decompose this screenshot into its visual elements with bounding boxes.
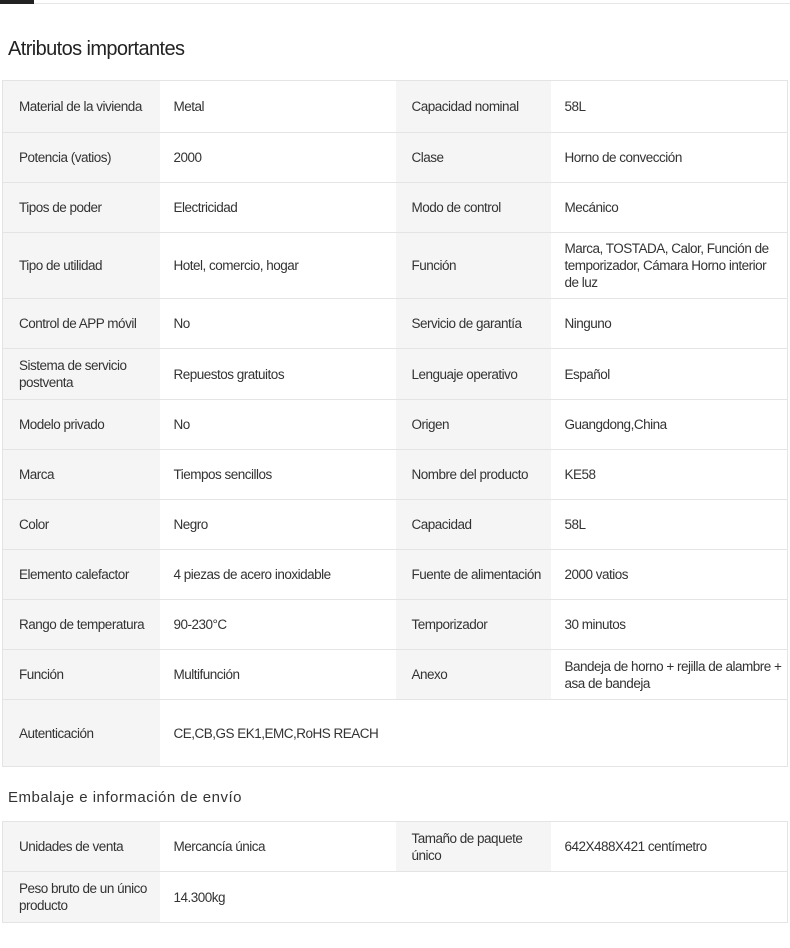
attribute-label: Autenticación [3, 700, 160, 767]
attributes-table [2, 80, 788, 767]
attribute-label: Peso bruto de un único producto [3, 872, 160, 923]
active-tab-indicator [0, 0, 34, 4]
table-row [3, 872, 788, 923]
attribute-value: Mecánico [551, 183, 788, 233]
attribute-value: 90-230°C [160, 600, 396, 650]
attribute-value: Hotel, comercio, hogar [160, 233, 396, 299]
table-row [3, 400, 788, 450]
attribute-value: KE58 [551, 450, 788, 500]
attribute-value: Marca, TOSTADA, Calor, Función de temporizador, Cámara Horno interior de luz [551, 233, 788, 299]
attribute-label: Fuente de alimentación [396, 550, 551, 600]
table-row [3, 299, 788, 349]
attributes-title: Atributos importantes [8, 38, 185, 60]
attribute-label: Capacidad nominal [396, 81, 551, 133]
table-row [3, 700, 788, 767]
attribute-label: Tamaño de paquete único [396, 822, 551, 872]
attribute-value: Metal [160, 81, 396, 133]
attribute-label: Función [396, 233, 551, 299]
attribute-value: No [160, 400, 396, 450]
attribute-label: Elemento calefactor [3, 550, 160, 600]
empty-cell [396, 872, 551, 923]
attribute-value: Electricidad [160, 183, 396, 233]
attribute-label: Función [3, 650, 160, 700]
attribute-value: Tiempos sencillos [160, 450, 396, 500]
attribute-value: Mercancía única [160, 822, 396, 872]
attribute-value: Español [551, 349, 788, 400]
attribute-value: 2000 vatios [551, 550, 788, 600]
table-row [3, 81, 788, 133]
attribute-value: Negro [160, 500, 396, 550]
table-row [3, 233, 788, 299]
attribute-label: Color [3, 500, 160, 550]
table-row [3, 183, 788, 233]
attribute-label: Potencia (vatios) [3, 133, 160, 183]
attribute-label: Marca [3, 450, 160, 500]
table-row [3, 500, 788, 550]
attribute-value: Guangdong,China [551, 400, 788, 450]
attribute-value: 4 piezas de acero inoxidable [160, 550, 396, 600]
attribute-label: Clase [396, 133, 551, 183]
attribute-label: Tipos de poder [3, 183, 160, 233]
attribute-label: Capacidad [396, 500, 551, 550]
top-divider [0, 3, 790, 4]
attribute-value: Horno de convección [551, 133, 788, 183]
table-row [3, 600, 788, 650]
table-row [3, 450, 788, 500]
attribute-value: 58L [551, 81, 788, 133]
attribute-label: Modo de control [396, 183, 551, 233]
attribute-label: Anexo [396, 650, 551, 700]
empty-cell [551, 700, 788, 767]
table-row [3, 133, 788, 183]
packaging-table [2, 821, 788, 923]
table-row [3, 822, 788, 872]
attribute-label: Rango de temperatura [3, 600, 160, 650]
table-row [3, 650, 788, 700]
attribute-label: Origen [396, 400, 551, 450]
table-row [3, 550, 788, 600]
attribute-value: No [160, 299, 396, 349]
attribute-value: 642X488X421 centímetro [551, 822, 788, 872]
attribute-label: Servicio de garantía [396, 299, 551, 349]
packaging-title: Embalaje e información de envío [8, 789, 242, 806]
attribute-value: 14.300kg [160, 872, 396, 923]
attribute-value: Multifunción [160, 650, 396, 700]
attribute-label: Material de la vivienda [3, 81, 160, 133]
attribute-label: Tipo de utilidad [3, 233, 160, 299]
attribute-value: Bandeja de horno + rejilla de alambre + asa de bandeja [551, 650, 788, 700]
attribute-label: Temporizador [396, 600, 551, 650]
attribute-value: Ninguno [551, 299, 788, 349]
attribute-label: Unidades de venta [3, 822, 160, 872]
attribute-label: Sistema de servicio postventa [3, 349, 160, 400]
attribute-label: Control de APP móvil [3, 299, 160, 349]
table-row [3, 349, 788, 400]
attribute-value: 58L [551, 500, 788, 550]
attribute-value: 30 minutos [551, 600, 788, 650]
attribute-value: CE,CB,GS EK1,EMC,RoHS REACH [160, 700, 396, 767]
attribute-label: Nombre del producto [396, 450, 551, 500]
attribute-label: Lenguaje operativo [396, 349, 551, 400]
attribute-value: Repuestos gratuitos [160, 349, 396, 400]
attribute-value: 2000 [160, 133, 396, 183]
empty-cell [396, 700, 551, 767]
empty-cell [551, 872, 788, 923]
attribute-label: Modelo privado [3, 400, 160, 450]
